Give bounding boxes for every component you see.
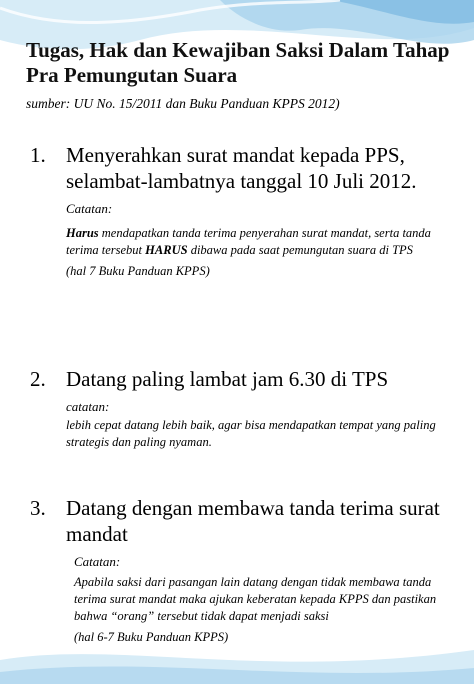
note-reference: (hal 6-7 Buku Panduan KPPS) (74, 630, 229, 644)
item-number: 2. (30, 367, 46, 391)
list-item (30, 142, 460, 280)
note-label: Catatan: (74, 554, 121, 569)
note-emphasis: Harus (66, 226, 99, 240)
source-note: sumber: UU No. 15/2011 dan Buku Panduan KPPS 2012) (26, 96, 340, 111)
item-number: 1. (30, 143, 46, 167)
note-text-part: dibawa pada saat pemungutan suara di TPS (187, 243, 413, 257)
list-item (30, 495, 460, 646)
item-text: Datang dengan membawa tanda terima surat mandat (66, 496, 440, 546)
list-item (30, 366, 460, 451)
page-title: Tugas, Hak dan Kewajiban Saksi Dalam Tahap Pra Pemungutan Suara (26, 38, 450, 87)
item-number: 3. (30, 496, 46, 520)
note-text-part: mendapatkan tanda terima penyerahan surat mandat, serta tanda terima tersebut (66, 226, 431, 257)
item-text: Datang paling lambat jam 6.30 di TPS (66, 367, 389, 391)
note-text: lebih cepat datang lebih baik, agar bisa mendapatkan tempat yang paling strategis dan paling nyaman. (66, 418, 436, 449)
note-label: Catatan: (66, 201, 113, 216)
note-emphasis: HARUS (145, 243, 188, 257)
note-label: catatan: (66, 399, 110, 414)
item-text: Menyerahkan surat mandat kepada PPS, selambat-lambatnya tanggal 10 Juli 2012. (66, 143, 417, 193)
note-reference: (hal 7 Buku Panduan KPPS) (66, 264, 210, 278)
note-text (66, 225, 460, 259)
note-text: Apabila saksi dari pasangan lain datang dengan tidak membawa tanda terima surat mandat maka ajukan keberatan kepada KPPS dan pastikan bahwa “orang” tersebut tidak dapat menjadi saksi (74, 575, 437, 623)
